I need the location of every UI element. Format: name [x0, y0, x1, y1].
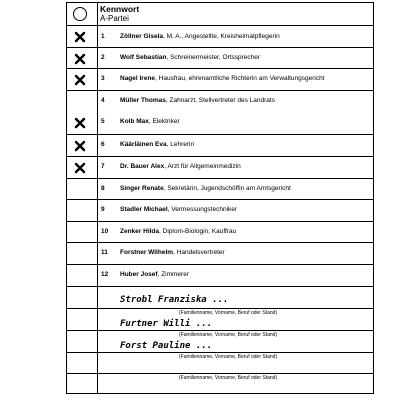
candidate-details: , Lehrerin: [166, 141, 195, 148]
candidate-number: 3: [101, 75, 105, 82]
write-in-row[interactable]: [67, 353, 373, 374]
candidate-entry: [120, 75, 325, 82]
candidate-details: , Schreinermeister, Ortssprecher: [166, 54, 261, 61]
candidate-row[interactable]: [67, 157, 373, 179]
candidate-entry: [120, 54, 260, 61]
candidate-row[interactable]: [67, 265, 373, 287]
cross-mark-icon: [73, 73, 87, 87]
candidate-row[interactable]: [67, 200, 373, 222]
candidate-name: Müller Thomas: [120, 97, 166, 104]
candidate-number: 2: [101, 54, 105, 61]
ballot-form: [66, 2, 374, 394]
candidate-name: Huber Josef: [120, 271, 158, 278]
candidate-row[interactable]: [67, 222, 373, 243]
candidate-entry: [120, 141, 194, 148]
candidate-name: Singer Renate: [120, 185, 164, 192]
candidate-entry: [120, 271, 189, 278]
handwritten-entry: Furtner Willi ...: [120, 319, 213, 329]
cross-mark-icon: [73, 116, 87, 130]
handwritten-entry: Forst Pauline ...: [120, 341, 213, 351]
handwritten-entry: Strobl Franziska ...: [120, 295, 229, 305]
candidate-number: 11: [101, 249, 108, 256]
candidate-entry: [120, 206, 237, 213]
candidate-entry: [120, 118, 180, 125]
candidate-number: 9: [101, 206, 105, 213]
party-vote-circle[interactable]: [73, 7, 87, 21]
candidate-details: , Zimmerer: [157, 271, 189, 278]
candidate-entry: [120, 185, 291, 192]
party-keyword-title: Kennwort: [100, 4, 140, 14]
candidate-name: Zöllner Gisela: [120, 33, 163, 40]
cross-mark-icon: [73, 30, 87, 44]
party-header-row: [67, 3, 373, 26]
candidate-row[interactable]: [67, 48, 373, 69]
candidate-details: , Diplom-Biologin, Kauffrau: [159, 228, 237, 235]
write-in-row[interactable]: [67, 309, 373, 331]
candidate-row[interactable]: [67, 69, 373, 91]
candidate-row[interactable]: [67, 179, 373, 200]
candidate-details: , Zahnarzt, Stellvertreter des Landrats: [165, 97, 275, 104]
candidate-name: Wolf Sebastian: [120, 54, 167, 61]
candidate-name: Dr. Bauer Alex: [120, 163, 165, 170]
candidate-name: Zenker Hilda: [120, 228, 160, 235]
cross-mark-icon: [73, 161, 87, 175]
candidate-row[interactable]: [67, 91, 373, 135]
write-in-caption: (Familienname, Vorname, Beruf oder Stand): [179, 332, 278, 338]
candidate-entry: [120, 97, 275, 104]
write-in-caption: (Familienname, Vorname, Beruf oder Stand): [179, 310, 278, 316]
write-in-row[interactable]: [67, 287, 373, 309]
write-in-row[interactable]: [67, 374, 373, 394]
candidate-details: , M. A., Angestellte, Kreisheimatpflegerin: [163, 33, 280, 40]
write-in-caption: (Familienname, Vorname, Beruf oder Stand): [179, 375, 278, 381]
candidate-number: 12: [101, 271, 109, 278]
write-in-caption: (Familienname, Vorname, Beruf oder Stand): [179, 354, 278, 360]
candidate-name: Käärläinen Eva: [120, 141, 167, 148]
candidate-name: Stadler Michael: [120, 206, 168, 213]
cross-mark-icon: [73, 52, 87, 66]
candidate-name: Nagel Irene: [120, 75, 156, 82]
party-name: A-Partei: [100, 14, 129, 23]
candidate-entry: [120, 163, 241, 170]
candidate-details: , Arzt für Allgemeinmedizin: [164, 163, 241, 170]
candidate-row[interactable]: [67, 243, 373, 265]
candidate-entry: [120, 249, 225, 256]
candidate-details: , Handelsvertreter: [173, 249, 225, 256]
write-in-row[interactable]: [67, 331, 373, 353]
candidate-number: 7: [101, 163, 105, 170]
candidate-number: 8: [101, 185, 105, 192]
candidate-name: Kolb Max: [120, 118, 149, 125]
candidate-number: 10: [101, 228, 109, 235]
candidate-number: 4: [101, 97, 105, 104]
candidate-details: , Vermessungstechniker: [167, 206, 238, 213]
candidate-row[interactable]: [67, 26, 373, 48]
candidate-row[interactable]: [67, 135, 373, 157]
cross-mark-icon: [73, 139, 87, 153]
candidate-details: , Hausfrau, ehrenamtliche Richterin am Verwaltungsgericht: [155, 75, 325, 82]
candidate-details: , Sekretärin, Jugendschöffin am Amtsgericht: [163, 185, 291, 192]
candidate-entry: [120, 228, 236, 235]
candidate-details: , Elektriker: [148, 118, 180, 125]
candidate-name: Forstner Wilhelm: [120, 249, 174, 256]
candidate-number: 1: [101, 33, 105, 40]
candidate-number: 6: [101, 141, 105, 148]
candidate-number: 5: [101, 118, 105, 125]
candidate-entry: [120, 33, 280, 40]
